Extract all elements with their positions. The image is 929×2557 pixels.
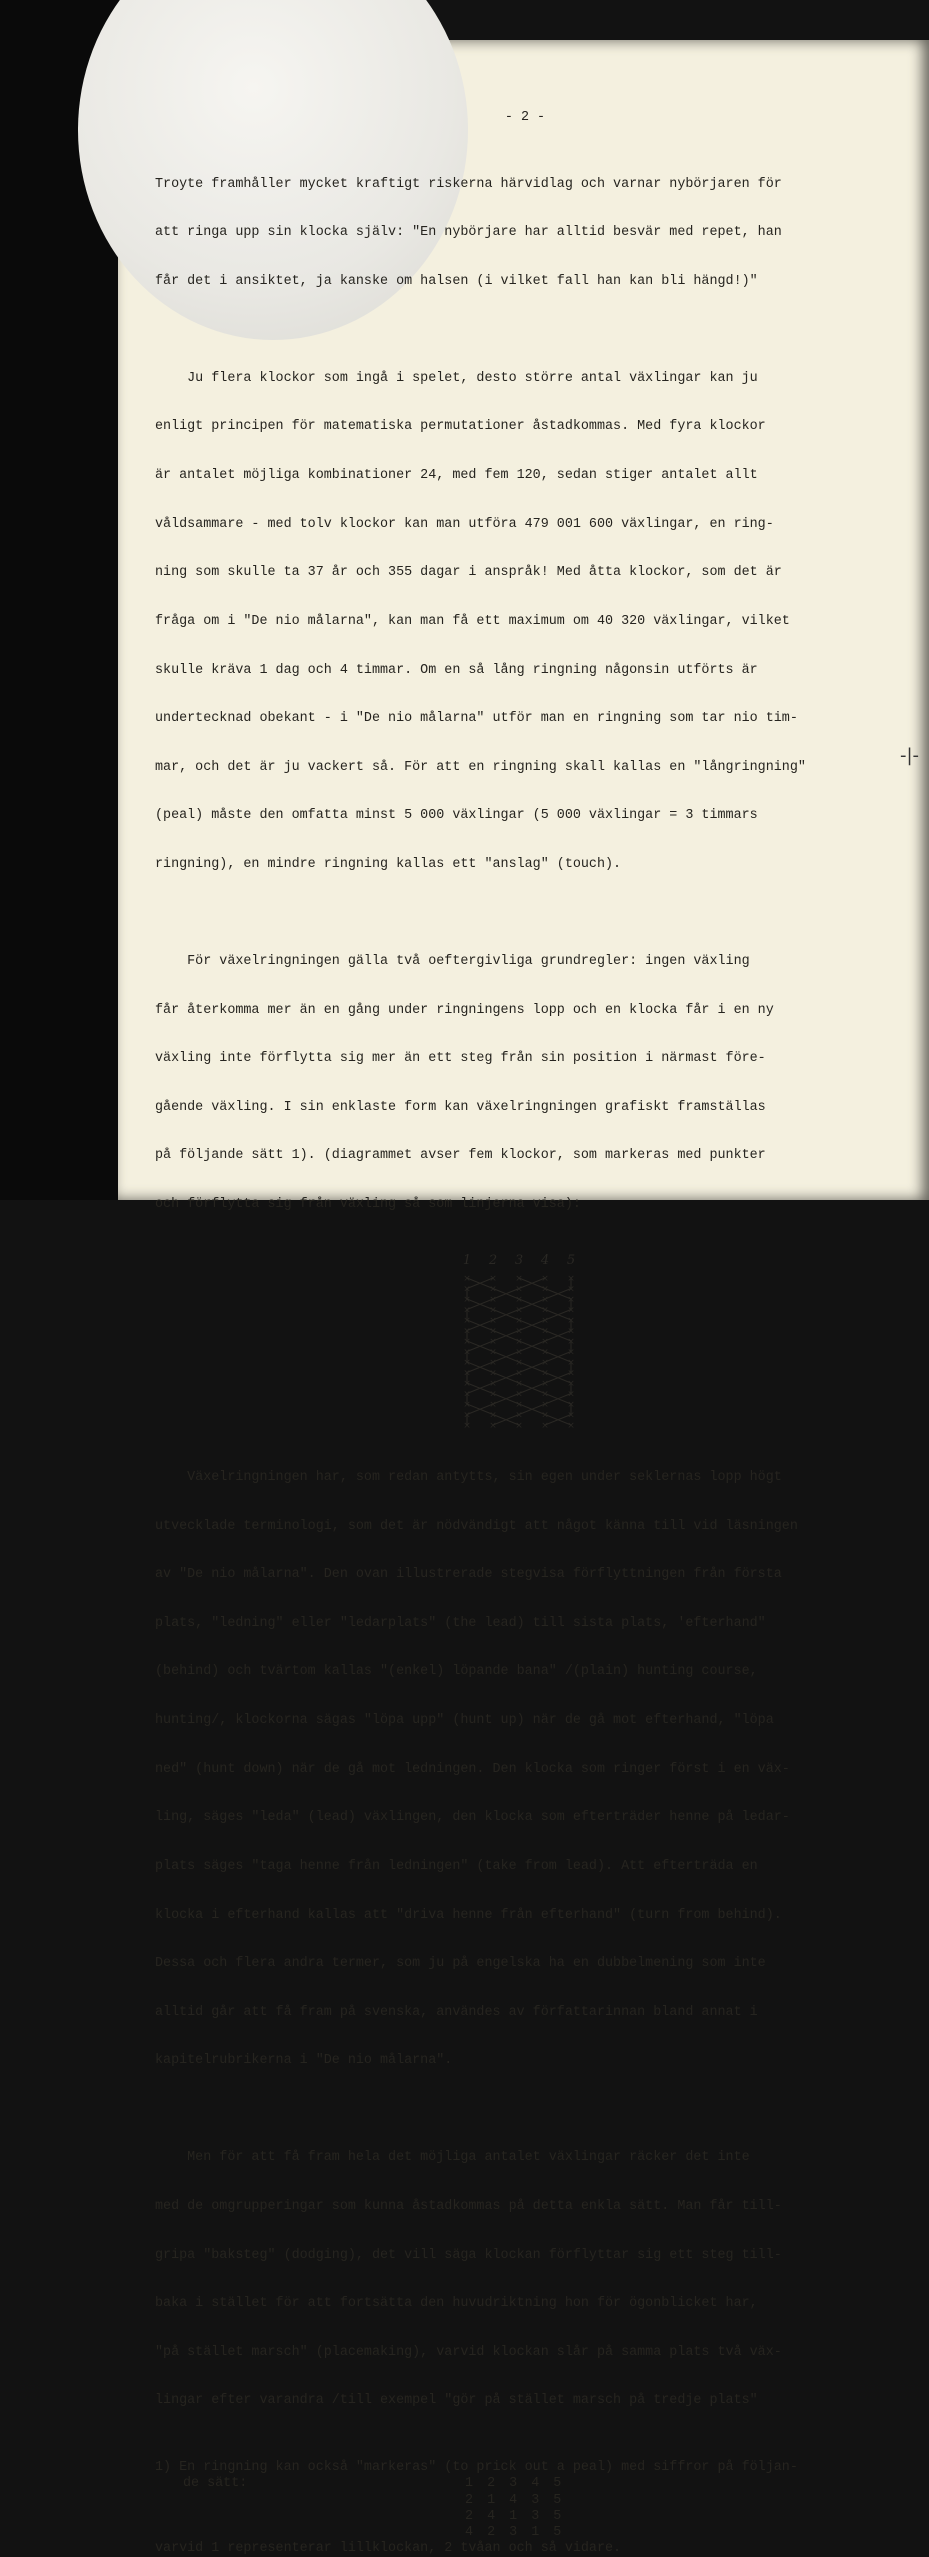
bell-point-mark: × [567,1368,575,1379]
paragraph-1 [155,144,895,322]
bell-point-mark: × [489,1273,497,1284]
bell-point-mark: × [541,1410,549,1421]
bell-point-mark: × [463,1399,471,1410]
text-line: ringning), en mindre ringning kallas ett "anslag" (touch). [155,856,622,872]
bell-point-mark: × [463,1273,471,1284]
text-line: på följande sätt 1). (diagrammet avser fem klockor, som markeras med punkter [155,1148,766,1164]
change-ringing-diagram [455,1250,585,1431]
sequence-row: 1 2 3 4 5 [465,2476,565,2492]
text-line: plats, "ledning" eller "ledarplats" (the lead) till sista plats, 'efterhand" [155,1615,766,1631]
bell-point-mark: × [567,1399,575,1410]
column-label: 2 [488,1252,498,1268]
column-label: 5 [566,1252,576,1268]
bell-point-mark: × [515,1284,523,1295]
text-line: lingar efter varandra /till exempel "gör på stället marsch på tredje plats" [155,2393,758,2409]
bell-point-mark: × [567,1284,575,1295]
page-number: - 2 - [504,110,546,125]
bell-point-mark: × [541,1326,549,1337]
bell-point-mark: × [489,1294,497,1305]
bell-point-mark: × [489,1336,497,1347]
column-label: 1 [462,1252,472,1268]
bell-point-mark: × [541,1378,549,1389]
bell-point-mark: × [515,1336,523,1347]
paragraph-5 [155,2118,895,2442]
bell-point-mark: × [541,1347,549,1358]
bell-point-mark: × [541,1273,549,1284]
text-line: Dessa och flera andra termer, som ju på engelska ha en dubbelmening som inte [155,1956,766,1972]
bell-point-mark: × [541,1305,549,1316]
text-line: ned" (hunt down) när de gå mot ledningen. Den klocka som ringer först i en väx- [155,1761,790,1777]
footnote-line: varvid 1 representerar lillklockan, 2 tvåan och så vidare. [155,2541,622,2557]
bell-point-mark: × [567,1378,575,1389]
bell-point-mark: × [463,1420,471,1431]
bell-point-mark: × [515,1389,523,1400]
text-line: hunting/, klockorna sägas "löpa upp" (hunt up) när de gå mot efterhand, "löpa [155,1713,774,1729]
bell-point-mark: × [463,1336,471,1347]
bell-point-mark: × [567,1410,575,1421]
bell-point-mark: × [567,1389,575,1400]
bell-point-mark: × [489,1420,497,1431]
text-line: våldsammare - med tolv klockor kan man utföra 479 001 600 växlingar, en ring- [155,516,774,532]
sequence-row: 2 4 1 3 5 [465,2508,565,2524]
bell-point-mark: × [567,1347,575,1358]
bell-point-mark: × [567,1315,575,1326]
text-line: får det i ansiktet, ja kanske om halsen (i vilket fall han kan bli hängd!)" [155,273,758,289]
bell-point-mark: × [515,1399,523,1410]
text-line: är antalet möjliga kombinationer 24, med fem 120, sedan stiger antalet allt [155,468,758,484]
text-line: Växelringningen har, som redan antytts, sin egen under seklernas lopp högt [155,1470,782,1486]
column-label: 4 [540,1252,550,1268]
bell-point-mark: × [515,1305,523,1316]
bell-point-mark: × [489,1284,497,1295]
text-line: skulle kräva 1 dag och 4 timmar. Om en så lång ringning någonsin utförts är [155,662,758,678]
bell-point-mark: × [515,1420,523,1431]
bell-point-mark: × [541,1389,549,1400]
bell-point-mark: × [541,1336,549,1347]
bell-point-mark: × [463,1315,471,1326]
bell-point-mark: × [515,1410,523,1421]
bell-point-mark: × [489,1368,497,1379]
footnote-line: 1) En ringning kan också "markeras" (to prick out a peal) med siffror på följan- [155,2460,798,2475]
bell-point-mark: × [489,1410,497,1421]
bell-point-mark: × [567,1357,575,1368]
footnote-line: de sätt: [183,2476,248,2492]
bell-point-mark: × [489,1315,497,1326]
text-line: gående växling. I sin enklaste form kan växelringningen grafiskt framställas [155,1099,766,1115]
text-line: "på stället marsch" (placemaking), varvid klockan slår på samma plats två väx- [155,2344,782,2360]
text-line: plats säges "taga henne från ledningen" (take from lead). Att efterträda en [155,1858,758,1874]
text-line: med de omgrupperingar som kunna åstadkommas på detta enkla sätt. Man får till- [155,2198,782,2214]
bell-point-mark: × [489,1389,497,1400]
text-line: kapitelrubrikerna i "De nio målarna". [155,2053,453,2069]
sequence-row: 2 1 4 3 5 [465,2492,565,2508]
bell-point-mark: × [515,1347,523,1358]
paragraph-4 [155,1438,895,2102]
bell-point-mark: × [489,1378,497,1389]
text-line: (peal) måste den omfatta minst 5 000 växlingar (5 000 växlingar = 3 timmars [155,808,758,824]
text-line: Men för att få fram hela det möjliga antalet växlingar räcker det inte [155,2150,750,2166]
text-line: utvecklade terminologi, som det är nödvändigt att något känna till vid läsningen [155,1518,798,1534]
text-line: baka i stället för att fortsätta den huvudriktning hon för ögonblicket har, [155,2296,758,2312]
bell-point-mark: × [489,1399,497,1410]
bell-point-mark: × [489,1357,497,1368]
bell-point-mark: × [463,1378,471,1389]
bell-point-mark: × [489,1326,497,1337]
bell-point-mark: × [541,1420,549,1431]
bell-point-mark: × [541,1315,549,1326]
text-line: och förflytta sig från växling så som linjerna visa): [155,1197,581,1212]
text-line: Troyte framhåller mycket kraftigt riskerna härvidlag och varnar nybörjaren för [155,176,782,192]
bell-point-mark: × [463,1294,471,1305]
number-sequence-block [465,2476,895,2541]
bell-point-mark: × [463,1357,471,1368]
bell-point-mark: × [541,1399,549,1410]
text-line: av "De nio målarna". Den ovan illustrerade stegvisa förflyttningen från första [155,1567,782,1583]
bell-point-mark: × [463,1305,471,1316]
bell-point-mark: × [567,1336,575,1347]
bell-point-mark: × [463,1410,471,1421]
bell-point-mark: × [463,1347,471,1358]
bell-point-mark: × [515,1294,523,1305]
bell-point-mark: × [515,1357,523,1368]
bell-point-mark: × [541,1294,549,1305]
bell-point-mark: × [541,1357,549,1368]
text-line: (behind) och tvärtom kallas "(enkel) löpande bana" /(plain) hunting course, [155,1664,758,1680]
margin-mark: -|- [900,745,920,766]
sequence-row: 4 2 3 1 5 [465,2525,565,2541]
bell-point-mark: × [463,1284,471,1295]
text-line: får återkomma mer än en gång under ringningens lopp och en klocka får i en ny [155,1002,774,1018]
bell-point-mark: × [515,1368,523,1379]
bell-point-mark: × [515,1326,523,1337]
bell-point-mark: × [567,1273,575,1284]
bell-point-mark: × [541,1284,549,1295]
text-line: växling inte förflytta sig mer än ett steg från sin position i närmast före- [155,1051,766,1067]
text-line: ling, säges "leda" (lead) växlingen, den klocka som efterträder henne på ledar- [155,1810,790,1826]
bell-point-mark: × [463,1326,471,1337]
text-line: enligt principen för matematiska permutationer åstadkommas. Med fyra klockor [155,419,766,435]
text-line: För växelringningen gälla två oeftergivliga grundregler: ingen växling [155,953,750,969]
bell-point-mark: × [515,1315,523,1326]
bell-point-mark: × [463,1389,471,1400]
paragraph-2 [155,338,895,905]
bell-point-mark: × [567,1326,575,1337]
document-page [155,110,895,2557]
bell-point-mark: × [489,1305,497,1316]
text-line: gripa "baksteg" (dodging), det vill säga klockan förflyttar sig ett steg till- [155,2247,782,2263]
text-line: att ringa upp sin klocka själv: "En nybörjare har alltid besvär med repet, han [155,225,782,241]
text-line: undertecknad obekant - i "De nio målarna" utför man en ringning som tar nio tim- [155,711,798,727]
bell-point-mark: × [463,1368,471,1379]
paragraph-3 [155,922,895,1246]
text-line: ning som skulle ta 37 år och 355 dagar i anspråk! Med åtta klockor, som det är [155,565,782,581]
text-line: klocka i efterhand kallas att "driva henne från efterhand" (turn from behind). [155,1907,782,1923]
bell-point-mark: × [541,1368,549,1379]
footnote [155,2460,895,2557]
text-line: fråga om i "De nio målarna", kan man få ett maximum om 40 320 växlingar, vilket [155,613,790,629]
column-label: 3 [514,1252,524,1268]
bell-point-mark: × [567,1420,575,1431]
text-line: mar, och det är ju vackert så. För att en ringning skall kallas en "långringning" [155,759,806,775]
bell-point-mark: × [515,1273,523,1284]
bell-point-mark: × [489,1347,497,1358]
text-line: Ju flera klockor som ingå i spelet, desto större antal växlingar kan ju [155,370,758,386]
text-line: alltid går att få fram på svenska, användes av författarinnan bland annat i [155,2004,758,2020]
bell-point-mark: × [567,1305,575,1316]
bell-point-mark: × [515,1378,523,1389]
bell-point-mark: × [567,1294,575,1305]
